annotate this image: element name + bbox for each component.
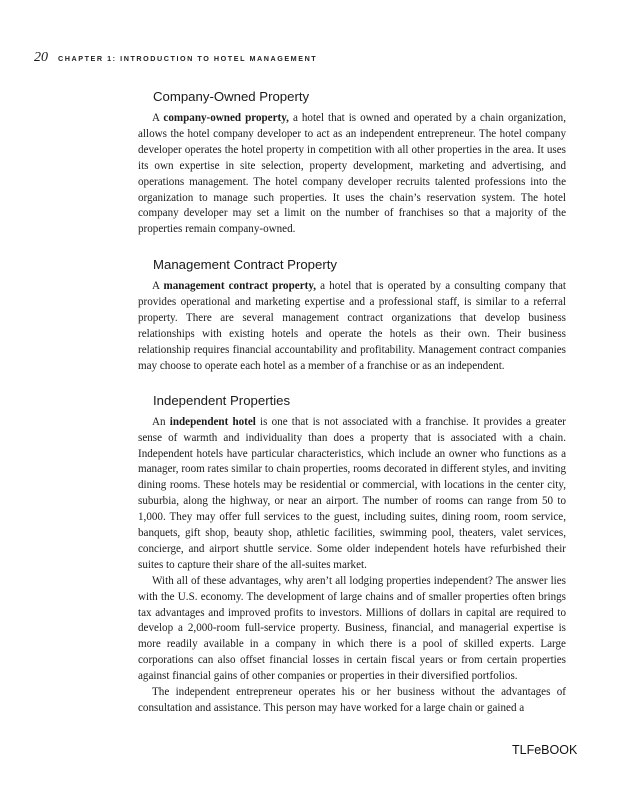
section-heading: Management Contract Property [153,257,337,273]
paragraph [138,574,566,685]
running-head [34,50,317,66]
section-heading: Company-Owned Property [153,89,310,104]
section-company-owned-property [138,88,566,238]
paragraph-text-lead: An [152,415,170,428]
paragraph-text: The independent entrepreneur operates his or her business without the advantages of consultation and assistance. This person may have worked for a large chain or gained a [138,686,566,714]
chapter-title: CHAPTER 1: INTRODUCTION TO HOTEL MANAGEMENT [58,54,318,63]
defined-term: independent hotel [169,415,256,428]
section-heading: Independent Properties [153,392,291,408]
footer-tag: TLFeBOOK [512,743,578,757]
paragraph-text: is one that is not associated with a franchise. It provides a greater sense of warmth and individuality than does a property that is associated with a chain. Independent hotels have particular characteristics, which include an owner who functions as a manager, room rates similar to chain properties, rooms decorated in different styles, and inviting dining rooms. These hotels may be residential or commercial, with locations in the center city, suburbia, along the highway, or near an airport. The number of rooms can range from 50 to 1,000. They may offer full services to the guest, including suites, dining room, room service, banquets, gift shop, beauty shop, athletic facilities, swimming pool, theaters, valet services, concierge, and airport shuttle service. Some older independent hotels have refurbished their suites to capture their share of the all-suites market. [138,415,566,571]
section-management-contract-property [138,256,566,374]
paragraph [138,111,566,238]
paragraph-text: With all of these advantages, why aren’t all lodging properties independent? The answer lies with the U.S. economy. The development of large chains and of smaller properties often brings tax advantages and improved profits to investors. Millions of dollars in capital are required to develop a 2,000-room full-service property. Business, financial, and managerial expertise is more readily available in a company in which there is a pool of skilled experts. Large corporations can also offset financial losses in certain fiscal years or from certain properties against financial gains of other companies or properties in their diversified portfolios. [138,574,566,683]
paragraph-text: a hotel that is operated by a consulting company that provides operational and marketing expertise and a professional staff, is similar to a referral property. There are several management contract organizations that develop business relationships with existing hotels and operate the hotels as their own. Their business relationship requires financial accountability and profitability. Management contract companies may choose to operate each hotel as a member of a franchise or as an independent. [138,280,566,372]
paragraph [138,685,566,717]
page-body [138,88,566,717]
page-number: 20 [34,50,48,65]
paragraph [138,279,566,374]
paragraph-text: a hotel that is owned and operated by a chain organization, allows the hotel company developer to act as an independent entrepreneur. The hotel company developer operates the hotel property in competition with all other properties in the area. It uses its own expertise in site selection, property development, marketing and advertising, and operations management. The hotel company developer recruits talented professions into the organization to manage such properties. It uses the chain’s reservation system. The hotel company developer may set a limit on the number of franchises so that a majority of the properties remain company-owned. [138,112,566,236]
paragraph [138,415,566,574]
paragraph-text-lead: A [152,280,164,293]
defined-term: management contract property, [163,280,317,293]
paragraph-text-lead: A [152,112,164,124]
section-independent-properties [138,392,566,717]
defined-term: company-owned property, [163,112,289,124]
